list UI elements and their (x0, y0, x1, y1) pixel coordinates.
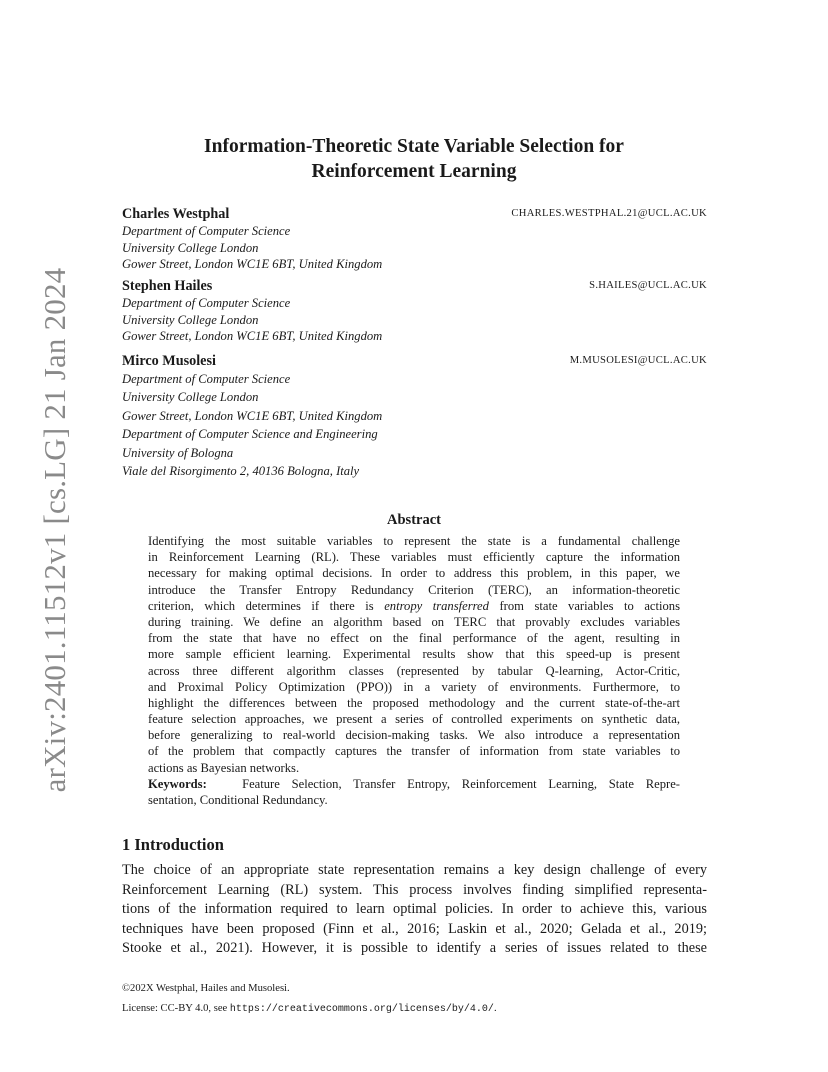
author-block (122, 278, 707, 345)
affiliation-line: University College London (122, 312, 259, 327)
affiliation-line: University College London (122, 390, 259, 405)
copyright-footnote: ©202X Westphal, Hailes and Musolesi. (122, 983, 290, 994)
arxiv-side-stamp: arXiv:2401.11512v1 [cs.LG] 21 Jan 2024 (37, 267, 72, 793)
license-link[interactable]: https://creativecommons.org/licenses/by/4.0/ (229, 1004, 494, 1015)
emphasis-text: entropy transferred (384, 598, 489, 613)
affiliation-line: Department of Computer Science (122, 296, 291, 310)
abstract-heading: Abstract (387, 512, 441, 528)
keywords-text: Feature Selection, Transfer Entropy, Reinforcement Learning, State Repre- (242, 776, 680, 791)
abstract-line: introduce the Transfer Entropy Redundancy Criterion (TERC), an information-theoretic (148, 582, 680, 597)
author-name: Mirco Musolesi (122, 353, 216, 369)
abstract-line: feature selection approaches, we present a series of controlled experiments on synthetic data, (148, 712, 680, 727)
affiliation-line: Gower Street, London WC1E 6BT, United Kingdom (122, 408, 383, 423)
title-line: Reinforcement Learning (311, 161, 517, 182)
affiliation-line: Viale del Risorgimento 2, 40136 Bologna, Italy (122, 464, 360, 479)
license-prefix: License: CC-BY 4.0, see (122, 1003, 230, 1014)
abstract-line: actions as Bayesian networks. (148, 760, 300, 775)
paper-title (0, 134, 828, 184)
abstract-line: before generalizing to real-world decision-making tasks. We also introduce a representation (148, 728, 680, 743)
affiliation-line: Gower Street, London WC1E 6BT, United Kingdom (122, 257, 383, 271)
abstract-line: necessary for making optimal decisions. In order to address this problem, in this paper, we (148, 566, 680, 581)
license-suffix: . (493, 1003, 497, 1014)
affiliation-line: University of Bologna (122, 445, 234, 460)
abstract-line: more sample efficient learning. Experimental results show that this speed-up is present (148, 647, 680, 662)
abstract-body (148, 533, 680, 808)
author-name: Charles Westphal (122, 206, 230, 222)
license-footnote (122, 1003, 497, 1015)
affiliation-line: Department of Computer Science and Engineering (122, 427, 378, 442)
affiliation-line: Department of Computer Science (122, 372, 291, 386)
abstract-line: from the state that have no effect on the final performance of the agent, resulting in (148, 631, 680, 646)
affiliation-line: Department of Computer Science (122, 224, 291, 238)
author-block (122, 206, 707, 273)
abstract-line: during training. We define an algorithm based on TERC that provably excludes variables (148, 614, 680, 629)
intro-line: tions of the information required to learn optimal policies. In order to achieve this, various (122, 901, 707, 917)
abstract-line: in Reinforcement Learning (RL). These variables must efficiently capture the information (148, 550, 680, 565)
abstract-line: criterion, which determines if there is entropy transferred from state variables to actions (148, 598, 680, 613)
author-email[interactable]: M.MUSOLESI@UCL.AC.UK (569, 355, 707, 366)
abstract-line: Identifying the most suitable variables to represent the state is a fundamental challenge (148, 534, 680, 548)
section-heading: 1 Introduction (122, 835, 224, 854)
author-name: Stephen Hailes (122, 278, 213, 294)
affiliation-line: University College London (122, 240, 259, 255)
intro-line: techniques have been proposed (Finn et al., 2016; Laskin et al., 2020; Gelada et al., 2019; (122, 920, 707, 937)
affiliation-line: Gower Street, London WC1E 6BT, United Kingdom (122, 329, 383, 343)
abstract-line: and Proximal Policy Optimization (PPO)) in a variety of environments. Furthermore, to (148, 679, 680, 694)
intro-line: Stooke et al., 2021). However, it is possible to identify a series of issues related to these (122, 940, 707, 956)
keywords-line (148, 776, 680, 792)
keywords-line: sentation, Conditional Redundancy. (148, 793, 328, 807)
abstract-line: of the problem that compactly captures the transfer of information from state variables to (148, 744, 680, 759)
intro-line: The choice of an appropriate state representation remains a key design challenge of every (122, 862, 707, 878)
author-email[interactable]: CHARLES.WESTPHAL.21@UCL.AC.UK (511, 208, 707, 219)
abstract-line: highlight the differences between the proposed methodology and the current state-of-the-art (148, 695, 680, 710)
title-line: Information-Theoretic State Variable Selection for (204, 136, 624, 157)
author-block (122, 353, 707, 480)
keywords-label: Keywords: (148, 776, 207, 791)
intro-paragraph (122, 861, 707, 959)
intro-line: Reinforcement Learning (RL) system. This process involves finding simplified representa- (122, 881, 707, 898)
abstract-line: across three different algorithm classes (represented by tabular Q-learning, Actor-Critic, (148, 663, 680, 678)
author-email[interactable]: S.HAILES@UCL.AC.UK (589, 280, 707, 291)
